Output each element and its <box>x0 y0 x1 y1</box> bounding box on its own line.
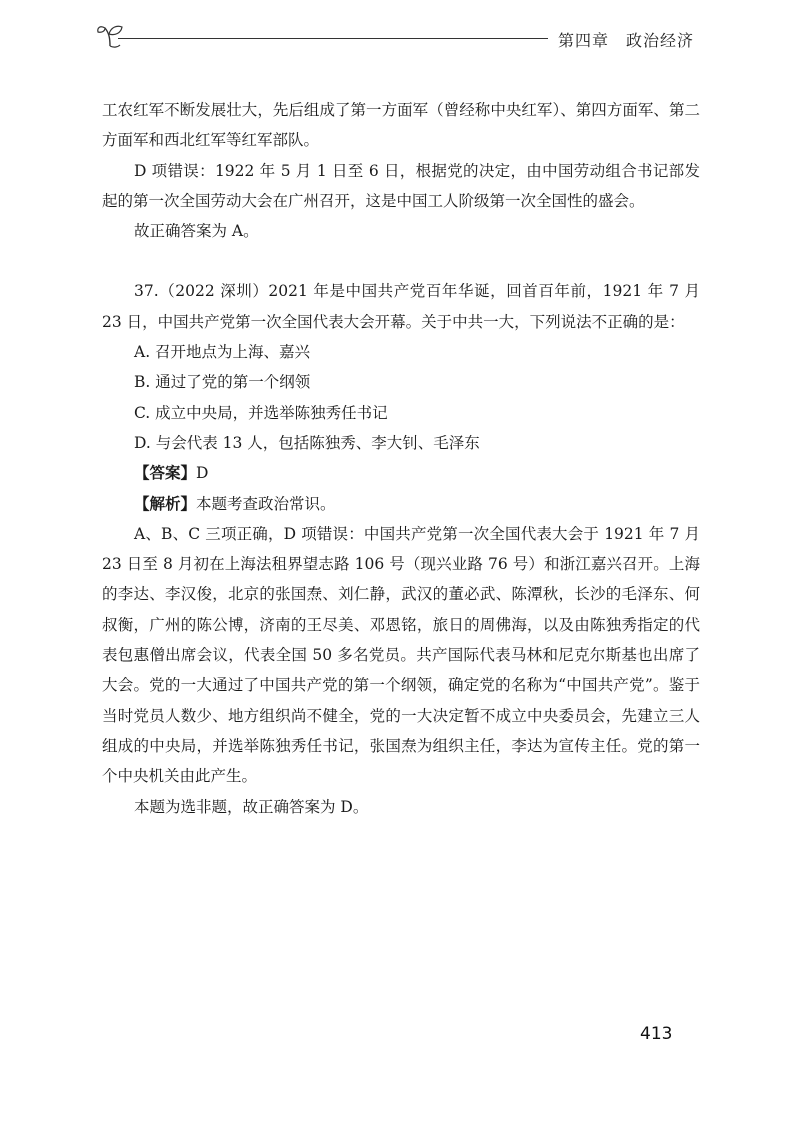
page-number: 413 <box>640 1024 673 1044</box>
previous-conclusion: 故正确答案为 A。 <box>134 222 259 241</box>
sprout-icon <box>96 22 126 48</box>
analysis-intro: 本题考查政治常识。 <box>196 494 336 513</box>
analysis-line <box>102 489 700 519</box>
page-content <box>102 95 700 822</box>
option-b: B. 通过了党的第一个纲领 <box>134 373 311 392</box>
answer-value: D <box>196 464 209 483</box>
continuation-paragraph: 工农红军不断发展壮大，先后组成了第一方面军（曾经称中央红军）、第四方面军、第二方面军和西北红军等红军部队。 <box>102 101 700 150</box>
analysis-conclusion: 本题为选非题，故正确答案为 D。 <box>134 797 369 816</box>
question-stem: 37.（2022 深圳）2021 年是中国共产党百年华诞，回首百年前，1921 年 7 月 23 日，中国共产党第一次全国代表大会开幕。关于中共一大，下列说法不正确的是： <box>102 282 700 331</box>
answer-line <box>102 458 700 488</box>
analysis-body: A、B、C 三项正确，D 项错误：中国共产党第一次全国代表大会于 1921 年 7 月 23 日至 8 月初在上海法租界望志路 106 号（现兴业路 76 号）和浙江嘉兴召开。上海的李达、李汉俊，北京的张国焘、刘仁静，武汉的董必武、陈潭秋，长沙的毛泽东、何叔衡，广州的陈公博，济南的王尽美、邓恩铭，旅日的周佛海，以及由陈独秀指定的代表包惠僧出席会议，代表全国 50 多名党员。共产国际代表马林和尼克尔斯基也出席了大会。党的一大通过了中国共产党的第一个纲领，确定党的名称为“中国共产党”。鉴于当时党员人数少、地方组织尚不健全，党的一大决定暂不成立中央委员会，先建立三人组成的中央局，并选举陈独秀任书记，张国焘为组织主任，李达为宣传主任。党的第一个中央机关由此产生。 <box>102 524 700 786</box>
section-gap <box>102 246 700 276</box>
answer-label: 【答案】 <box>134 464 197 483</box>
analysis-label: 【解析】 <box>134 494 197 513</box>
header-rule <box>118 38 548 39</box>
option-a: A. 召开地点为上海、嘉兴 <box>134 343 311 362</box>
page-header <box>96 22 700 52</box>
option-c: C. 成立中央局，并选举陈独秀任书记 <box>134 403 388 422</box>
option-d: D. 与会代表 13 人，包括陈独秀、李大钊、毛泽东 <box>134 433 480 452</box>
option-d-explanation: D 项错误：1922 年 5 月 1 日至 6 日，根据党的决定，由中国劳动组合书记部发起的第一次全国劳动大会在广州召开，这是中国工人阶级第一次全国性的盛会。 <box>102 161 700 210</box>
chapter-title: 第四章 政治经济 <box>557 31 694 50</box>
